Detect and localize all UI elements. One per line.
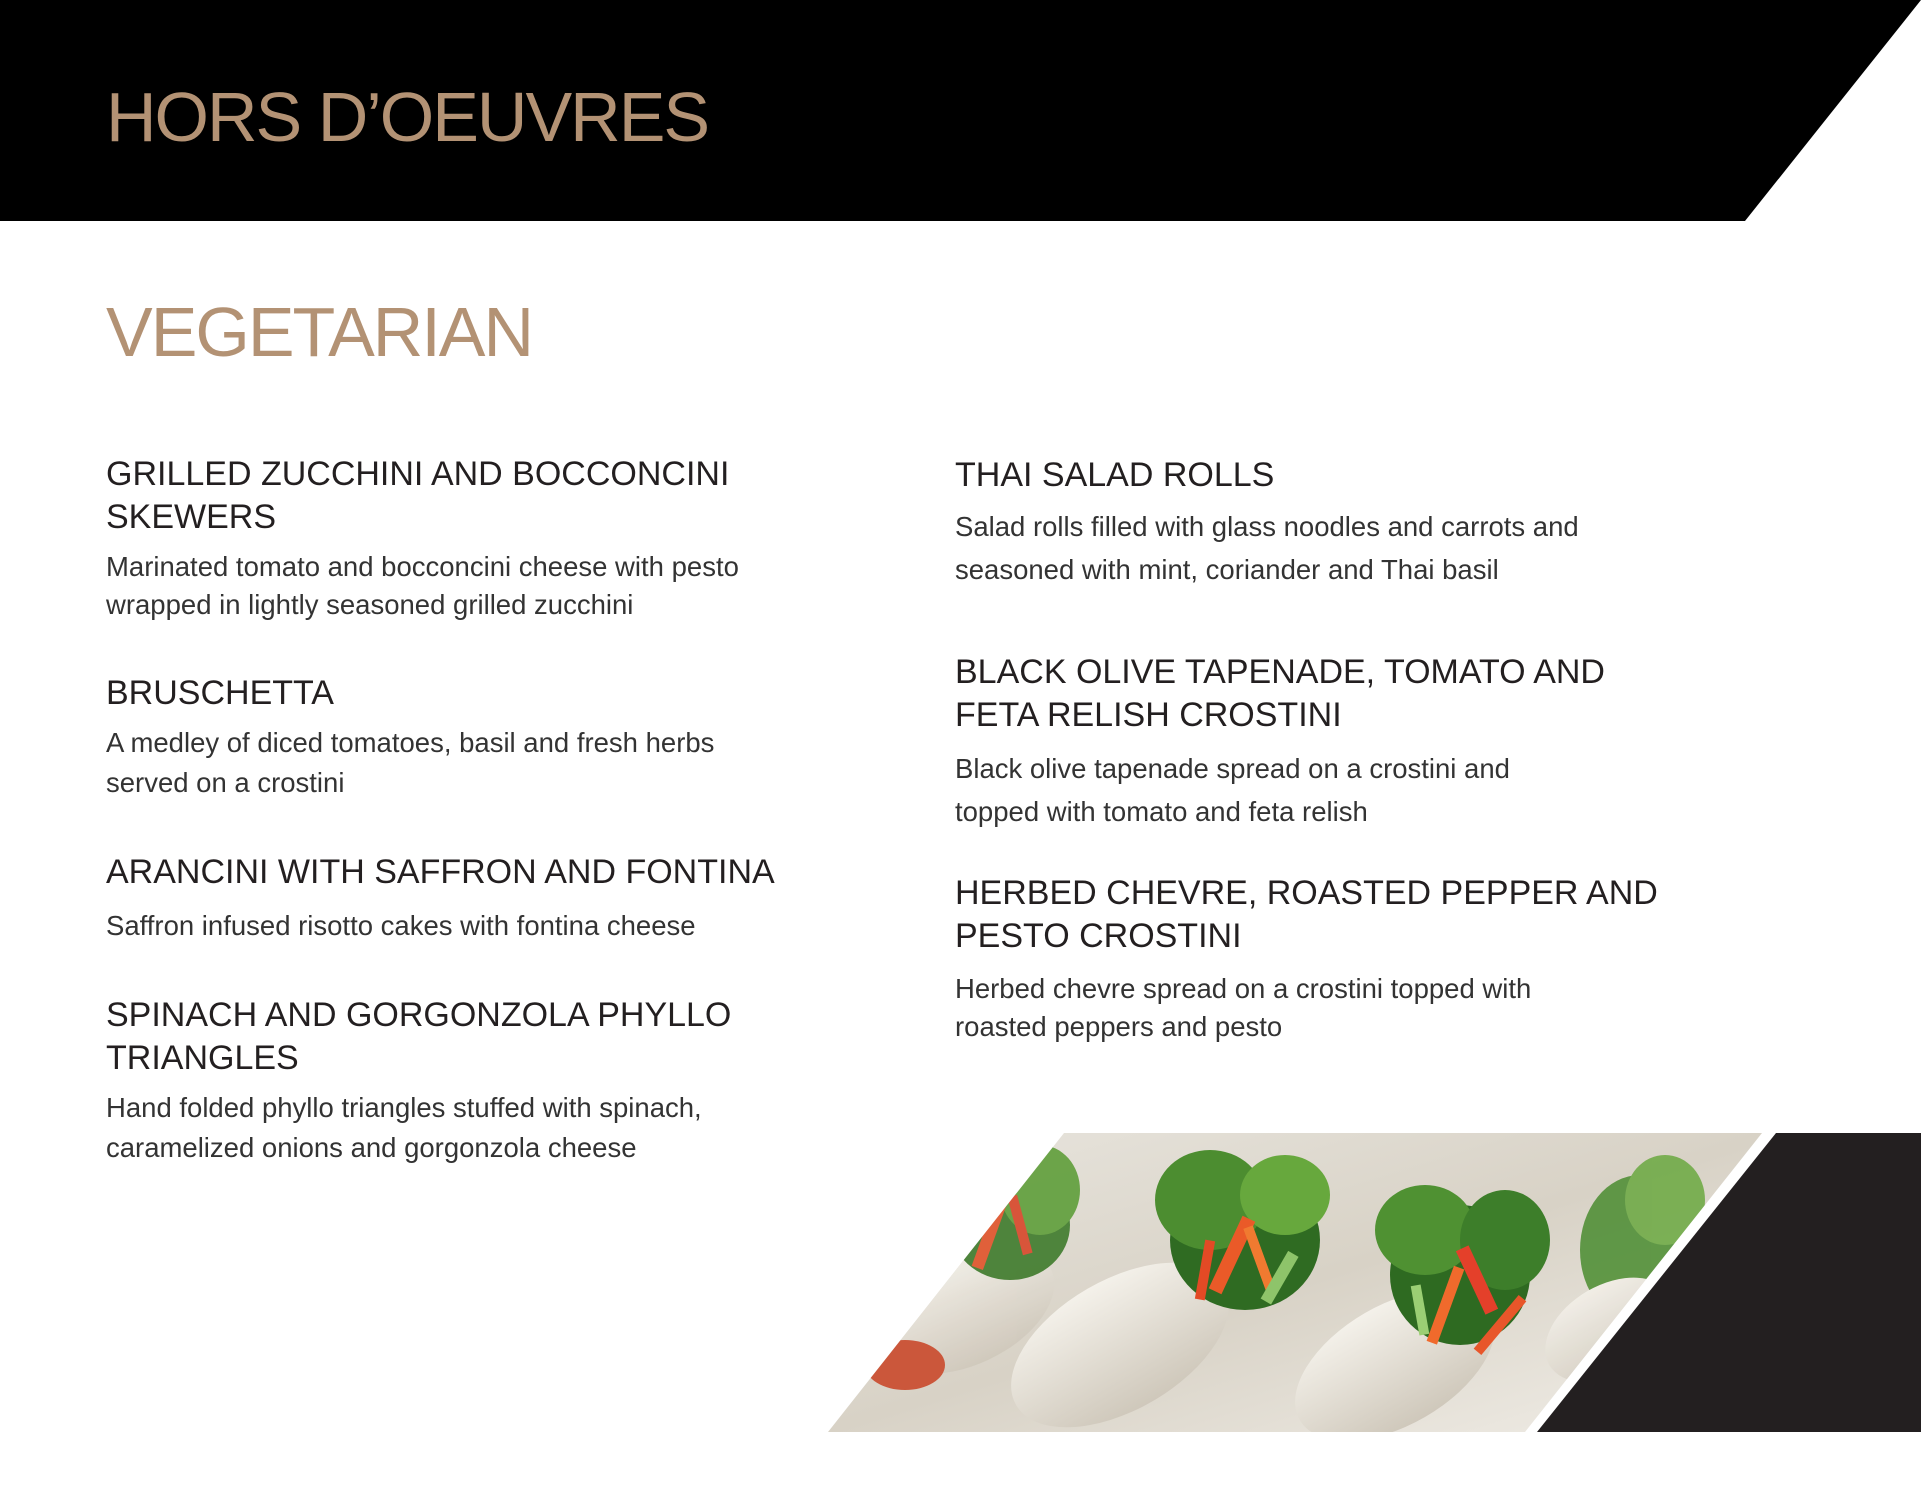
menu-item-description: Salad rolls filled with glass noodles and carrots and seasoned with mint, coriander and Thai basil <box>955 511 1579 585</box>
menu-item-description: Hand folded phyllo triangles stuffed with spinach, caramelized onions and gorgonzola cheese <box>106 1092 702 1163</box>
menu-item-thai-salad-rolls <box>955 454 1675 591</box>
menu-item-herbed-chevre-crostini <box>955 872 1675 1046</box>
menu-item-description: Saffron infused risotto cakes with fontina cheese <box>106 910 696 941</box>
menu-item-arancini <box>106 851 826 946</box>
menu-item-name: ARANCINI WITH SAFFRON AND FONTINA <box>106 853 775 891</box>
menu-item-description: Black olive tapenade spread on a crostini and topped with tomato and feta relish <box>955 753 1510 827</box>
menu-item-description: A medley of diced tomatoes, basil and fresh herbs served on a crostini <box>106 727 715 798</box>
menu-item-name: THAI SALAD ROLLS <box>955 456 1275 494</box>
menu-item-name: BLACK OLIVE TAPENADE, TOMATO AND FETA RELISH CROSTINI <box>955 653 1605 734</box>
photo-band <box>0 1133 1921 1433</box>
menu-item-olive-tapenade-crostini <box>955 651 1675 833</box>
menu-item-grilled-zucchini <box>106 453 826 624</box>
menu-item-name: GRILLED ZUCCHINI AND BOCCONCINI SKEWERS <box>106 455 730 536</box>
menu-item-name: SPINACH AND GORGONZOLA PHYLLO TRIANGLES <box>106 996 732 1077</box>
menu-item-bruschetta <box>106 672 826 803</box>
menu-item-name: HERBED CHEVRE, ROASTED PEPPER AND PESTO CROSTINI <box>955 874 1658 955</box>
menu-item-name: BRUSCHETTA <box>106 674 334 712</box>
menu-item-description: Marinated tomato and bocconcini cheese with pesto wrapped in lightly seasoned grilled zucchini <box>106 551 739 620</box>
page-title: HORS D’OEUVRES <box>106 78 709 156</box>
section-title: VEGETARIAN <box>106 293 533 371</box>
menu-item-description: Herbed chevre spread on a crostini topped with roasted peppers and pesto <box>955 973 1532 1042</box>
